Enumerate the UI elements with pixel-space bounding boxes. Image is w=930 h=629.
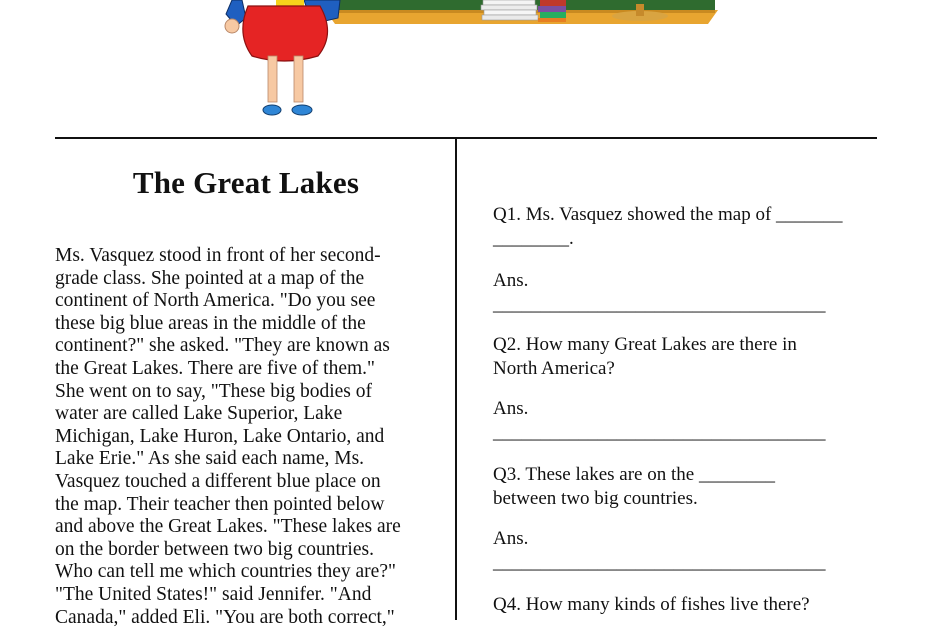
teacher-figure: [225, 0, 340, 115]
question-3-text: Q3. These lakes are on the ________: [493, 463, 878, 487]
question-4-text: Q4. How many kinds of fishes live there?: [493, 593, 878, 617]
passage-line: on the border between two big countries.: [55, 539, 440, 562]
passage-line: Ms. Vasquez stood in front of her second-: [55, 245, 440, 268]
question-3-text-cont: between two big countries.: [493, 487, 878, 511]
passage-line: continent?" she asked. "They are known as: [55, 335, 440, 358]
answer-1-line[interactable]: ___________________________________: [493, 293, 878, 317]
question-2-text-cont: North America?: [493, 357, 878, 381]
passage-line: water are called Lake Superior, Lake: [55, 403, 440, 426]
passage-line: "The United States!" said Jennifer. "And: [55, 584, 440, 607]
answer-1-label: Ans.: [493, 269, 878, 293]
passage-line: the Great Lakes. There are five of them.": [55, 358, 440, 381]
passage-line: Lake Erie." As she said each name, Ms.: [55, 448, 440, 471]
passage-line: and above the Great Lakes. "These lakes are: [55, 516, 440, 539]
answer-2-label: Ans.: [493, 397, 878, 421]
passage-line: Vasquez touched a different blue place on: [55, 471, 440, 494]
question-2: [493, 333, 878, 445]
reading-passage: [55, 245, 440, 629]
answer-2-line[interactable]: ___________________________________: [493, 421, 878, 445]
passage-line: Canada," added Eli. "You are both correct,": [55, 607, 440, 629]
worksheet-title: The Great Lakes: [55, 165, 437, 201]
passage-line: grade class. She pointed at a map of the: [55, 268, 440, 291]
question-1-text: Q1. Ms. Vasquez showed the map of _______: [493, 203, 878, 227]
question-1-blank: ________.: [493, 227, 878, 251]
answer-3-line[interactable]: ___________________________________: [493, 551, 878, 575]
passage-line: these big blue areas in the middle of the: [55, 313, 440, 336]
answer-3-label: Ans.: [493, 527, 878, 551]
question-1: [493, 203, 878, 317]
passage-line: She went on to say, "These big bodies of: [55, 381, 440, 404]
question-2-text: Q2. How many Great Lakes are there in: [493, 333, 878, 357]
passage-line: Michigan, Lake Huron, Lake Ontario, and: [55, 426, 440, 449]
passage-line: Who can tell me which countries they are?": [55, 561, 440, 584]
question-4: [493, 593, 878, 617]
passage-line: continent of North America. "Do you see: [55, 290, 440, 313]
chalkboard-graphic: [325, 0, 718, 24]
teacher-illustration: [0, 0, 930, 126]
question-3: [493, 463, 878, 575]
section-divider-horizontal: [55, 137, 877, 139]
passage-line: the map. Their teacher then pointed below: [55, 494, 440, 517]
column-divider-vertical: [455, 138, 457, 620]
